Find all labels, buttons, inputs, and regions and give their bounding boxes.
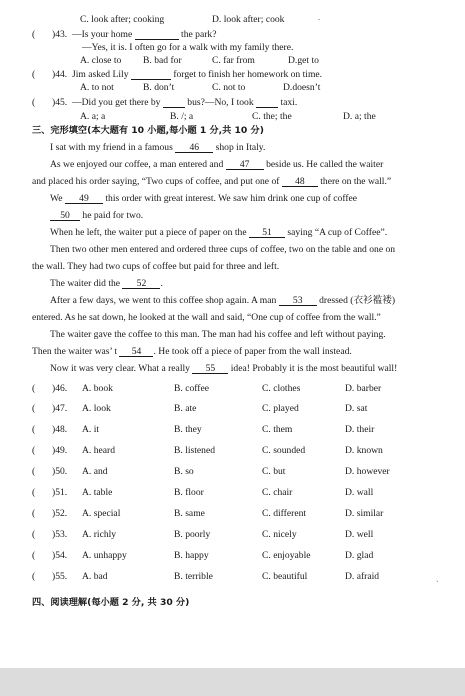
question-number: )46. <box>52 383 68 394</box>
passage-line: We 49 this order with great interest. We saw him drink one cup of coffee <box>50 193 358 204</box>
option-row <box>0 488 465 500</box>
passage-line: The waiter did the 52 . <box>50 278 163 289</box>
option-c: C. chair <box>262 487 293 498</box>
option-a: A. and <box>82 466 108 477</box>
answer-paren: ( <box>32 571 36 582</box>
passage-line: As we enjoyed our coffee, a man entered and 47 beside us. He called the waiter <box>50 159 384 170</box>
option-c: C. clothes <box>262 383 301 394</box>
answer-blank <box>131 70 171 80</box>
blank-46: 46 <box>175 143 213 153</box>
answer-paren: ( <box>32 445 36 456</box>
option-c: C. but <box>262 466 286 477</box>
option-d: D. their <box>345 424 375 435</box>
question-number: )52. <box>52 508 68 519</box>
option-a: A. it <box>82 424 100 435</box>
question-number: )44. <box>52 69 68 80</box>
option-b: B. happy <box>174 550 209 561</box>
question-number: )49. <box>52 445 68 456</box>
option-row <box>0 509 465 521</box>
answer-blank <box>256 98 278 108</box>
answer-paren: ( <box>32 487 36 498</box>
option-b: B. bad for <box>143 55 182 66</box>
blank-55: 55 <box>192 364 228 374</box>
option-a: A. look <box>82 403 111 414</box>
passage-line: and placed his order saying, “Two cups of coffee, and put one of 48 there on the wall.” <box>32 176 392 187</box>
answer-paren: ( <box>32 97 36 108</box>
option-d: D. known <box>345 445 383 456</box>
option-d: D. wall <box>345 487 374 498</box>
passage-line: entered. As he sat down, he looked at the wall and said, “One cup of coffee from the wall.” <box>32 312 381 323</box>
option-c: C. enjoyable <box>262 550 311 561</box>
answer-paren: ( <box>32 466 36 477</box>
question-stem: —Is your home the park? <box>72 29 217 40</box>
blank-48: 48 <box>282 177 318 187</box>
option-d: D.doesn’t <box>283 82 321 93</box>
answer-paren: ( <box>32 69 36 80</box>
passage-line: 50 he paid for two. <box>50 211 143 221</box>
option-b: B. so <box>174 466 194 477</box>
option-d: D. glad <box>345 550 374 561</box>
option-b: B. ate <box>174 403 197 414</box>
question-number: )48. <box>52 424 68 435</box>
option-d: D.get to <box>288 55 319 66</box>
option-a: A. book <box>82 383 113 394</box>
option-c: C. the; the <box>252 111 292 122</box>
option-c: C. played <box>262 403 299 414</box>
answer-paren: ( <box>32 508 36 519</box>
question-number: )54. <box>52 550 68 561</box>
option-c: C. far from <box>212 55 255 66</box>
option-b: B. don’t <box>143 82 175 93</box>
blank-47: 47 <box>226 160 264 170</box>
option-a: A. bad <box>82 571 108 582</box>
question-number: )53. <box>52 529 68 540</box>
answer-paren: ( <box>32 403 36 414</box>
option-a: A. close to <box>80 55 122 66</box>
option-d: D. however <box>345 466 390 477</box>
scan-mark: ˎ <box>436 573 439 582</box>
option-c-prev: C. look after; cooking <box>80 14 165 25</box>
answer-paren: ( <box>32 529 36 540</box>
passage-line: After a few days, we went to this coffee shop again. A man 53 dressed (衣衫褴褛) <box>50 295 396 306</box>
option-a: A. table <box>82 487 113 498</box>
answer-blank <box>163 98 185 108</box>
option-c: C. beautiful <box>262 571 308 582</box>
question-stem: —Did you get there by bus?—No, I took taxi. <box>72 97 298 108</box>
option-a: A. heard <box>82 445 116 456</box>
option-row <box>0 384 465 396</box>
option-b: B. same <box>174 508 205 519</box>
option-b: B. coffee <box>174 383 209 394</box>
blank-49: 49 <box>65 194 103 204</box>
option-row <box>0 446 465 458</box>
question-number: )45. <box>52 97 68 108</box>
page-bottom-edge <box>0 668 465 696</box>
blank-51: 51 <box>249 228 285 238</box>
answer-paren: ( <box>32 550 36 561</box>
passage-line: Now it was very clear. What a really 55 idea! Probably it is the most beautiful wall! <box>50 363 398 374</box>
option-b: B. they <box>174 424 202 435</box>
blank-54: 54 <box>119 347 153 357</box>
option-d: D. afraid <box>345 571 380 582</box>
section-4-title: 四、阅读理解(每小题 2 分, 共 30 分) <box>32 597 190 608</box>
question-number: )55. <box>52 571 68 582</box>
blank-52: 52 <box>122 279 160 289</box>
option-d: D. well <box>345 529 374 540</box>
question-number: )43. <box>52 29 68 40</box>
option-a: A. a; a <box>80 111 106 122</box>
option-row <box>0 467 465 479</box>
passage-line: the wall. They had two cups of coffee but paid for three and left. <box>32 261 280 272</box>
question-stem-line2: —Yes, it is. I often go for a walk with my family there. <box>82 42 294 53</box>
option-d-prev: D. look after; cook <box>212 14 285 25</box>
section-3-title: 三、完形填空(本大题有 10 小题,每小题 1 分,共 10 分) <box>32 125 264 136</box>
question-number: )51. <box>52 487 68 498</box>
passage-line: I sat with my friend in a famous 46 shop in Italy. <box>50 142 266 153</box>
option-b: B. listened <box>174 445 216 456</box>
answer-blank <box>135 30 179 40</box>
option-d: D. similar <box>345 508 384 519</box>
answer-paren: ( <box>32 383 36 394</box>
question-stem: Jim asked Lily forget to finish her homework on time. <box>72 69 323 80</box>
option-row <box>0 425 465 437</box>
question-number: )50. <box>52 466 68 477</box>
answer-paren: ( <box>32 29 36 40</box>
option-b: B. poorly <box>174 529 211 540</box>
blank-50: 50 <box>50 211 80 221</box>
option-c: C. them <box>262 424 293 435</box>
option-row <box>0 572 465 584</box>
option-c: C. sounded <box>262 445 306 456</box>
option-a: A. special <box>82 508 121 519</box>
passage-line: The waiter gave the coffee to this man. The man had his coffee and left without paying. <box>50 329 386 340</box>
option-b: B. terrible <box>174 571 213 582</box>
option-a: A. unhappy <box>82 550 127 561</box>
question-number: )47. <box>52 403 68 414</box>
option-b: B. floor <box>174 487 204 498</box>
option-a: A. richly <box>82 529 117 540</box>
passage-line: Then the waiter was’ t 54 . He took off a piece of paper from the wall instead. <box>32 346 352 357</box>
option-row <box>0 530 465 542</box>
option-c: C. not to <box>212 82 246 93</box>
option-c: C. different <box>262 508 307 519</box>
option-c: C. nicely <box>262 529 297 540</box>
blank-53: 53 <box>279 296 317 306</box>
answer-paren: ( <box>32 424 36 435</box>
option-d: D. sat <box>345 403 368 414</box>
option-d: D. barber <box>345 383 382 394</box>
option-b: B. /; a <box>170 111 194 122</box>
passage-line: When he left, the waiter put a piece of paper on the 51 saying “A cup of Coffee”. <box>50 227 388 238</box>
scan-dot: . <box>318 13 320 22</box>
option-d: D. a; the <box>343 111 376 122</box>
option-a: A. to not <box>80 82 114 93</box>
passage-line: Then two other men entered and ordered three cups of coffee, two on the table and one on <box>50 244 396 255</box>
option-row <box>0 404 465 416</box>
option-row <box>0 551 465 563</box>
